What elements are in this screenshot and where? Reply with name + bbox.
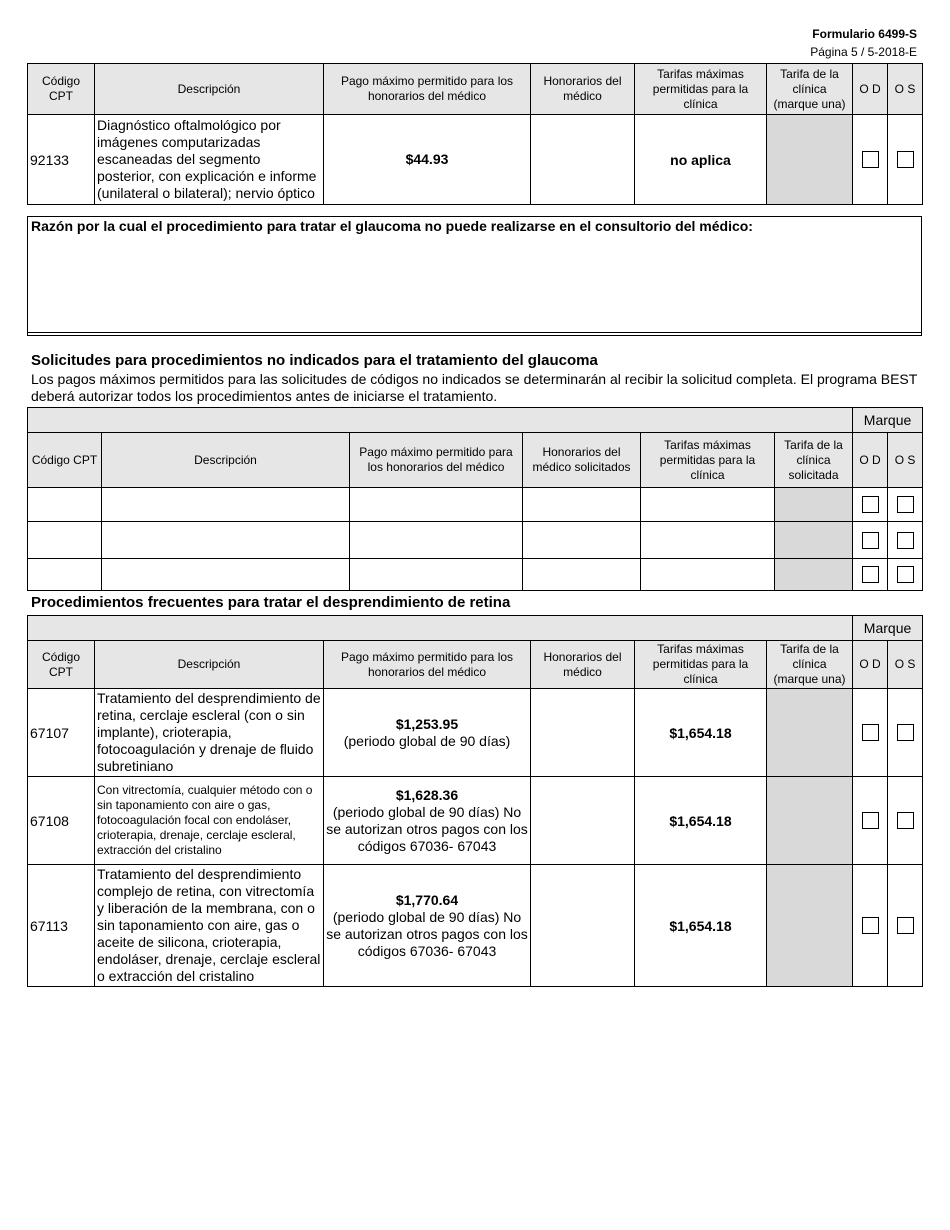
col-header-description: Descripción — [95, 641, 324, 689]
od-checkbox[interactable] — [862, 917, 879, 934]
description-field[interactable] — [102, 559, 350, 591]
clinic-rate-field — [767, 865, 853, 987]
payment-note: (periodo global de 90 días) No se autorizan otros pagos con los códigos 67036- 67043 — [326, 908, 528, 959]
physician-fees-field[interactable] — [523, 522, 641, 559]
marque-label: Marque — [853, 616, 923, 641]
physician-fees-field[interactable] — [523, 488, 641, 522]
payment-amount: $1,628.36 — [395, 786, 459, 803]
col-header-max-payment: Pago máximo permitido para los honorarios del médico — [324, 64, 531, 115]
table-row — [28, 522, 923, 559]
col-header-code: Código CPT — [28, 433, 102, 488]
reason-label: Razón por la cual el procedimiento para tratar el glaucoma no puede realizarse en el consultorio del médico: — [31, 218, 753, 234]
col-header-code: Código CPT — [28, 641, 95, 689]
table-row — [28, 689, 923, 777]
max-clinic-rate: $1,654.18 — [635, 689, 767, 777]
clinic-rate-field — [775, 559, 853, 591]
col-header-od: O D — [853, 641, 888, 689]
cpt-code-field[interactable] — [28, 559, 102, 591]
payment-note: (periodo global de 90 días) No se autorizan otros pagos con los códigos 67036- 67043 — [326, 803, 528, 854]
physician-fees-field[interactable] — [531, 689, 635, 777]
os-cell — [888, 689, 923, 777]
max-clinic-rate: $1,654.18 — [635, 777, 767, 865]
od-checkbox[interactable] — [862, 532, 879, 549]
od-cell — [853, 522, 888, 559]
marque-spacer — [28, 408, 853, 433]
max-clinic-rate: $1,654.18 — [635, 865, 767, 987]
description-field[interactable] — [102, 522, 350, 559]
page-label: Página 5 / 5-2018-E — [810, 45, 917, 59]
procedure-description: Diagnóstico oftalmológico por imágenes computarizadas escaneadas del segmento posterior, con explicación e informe (unilateral o bilateral); nervio óptico — [95, 115, 324, 205]
table-row — [28, 115, 923, 205]
max-clinic-rates-field[interactable] — [641, 488, 775, 522]
clinic-rate-field — [767, 777, 853, 865]
os-cell — [888, 488, 923, 522]
od-cell — [853, 689, 888, 777]
max-payment-field[interactable] — [350, 522, 523, 559]
os-checkbox[interactable] — [897, 496, 914, 513]
clinic-rate-field — [767, 689, 853, 777]
physician-fees-field[interactable] — [531, 865, 635, 987]
max-payment — [324, 115, 531, 205]
col-header-physician-fees: Honorarios del médico — [531, 64, 635, 115]
col-header-max-clinic-rates: Tarifas máximas permitidas para la clínica — [635, 64, 767, 115]
retina-procedures-table — [27, 615, 923, 987]
col-header-os: O S — [888, 433, 923, 488]
od-cell — [853, 488, 888, 522]
cpt-code: 67108 — [28, 777, 95, 865]
table-row — [28, 488, 923, 522]
procedure-description: Con vitrectomía, cualquier método con o sin taponamiento con aire o gas, fotocoagulación focal con endoláser, crioterapia, drenaje, cerclaje escleral, extracción del cristalino — [95, 777, 324, 865]
col-header-clinic-rate: Tarifa de la clínica solicitada — [775, 433, 853, 488]
max-clinic-rates-field[interactable] — [641, 559, 775, 591]
od-checkbox[interactable] — [862, 812, 879, 829]
os-cell — [888, 559, 923, 591]
cpt-code: 67113 — [28, 865, 95, 987]
max-clinic-rates-field[interactable] — [641, 522, 775, 559]
max-payment — [324, 777, 531, 865]
col-header-max-clinic-rates: Tarifas máximas permitidas para la clínica — [635, 641, 767, 689]
col-header-max-payment: Pago máximo permitido para los honorarios del médico — [350, 433, 523, 488]
max-payment-field[interactable] — [350, 559, 523, 591]
table-row — [28, 559, 923, 591]
retina-section-title: Procedimientos frecuentes para tratar el desprendimiento de retina — [31, 594, 511, 611]
os-cell — [888, 865, 923, 987]
col-header-clinic-rate: Tarifa de la clínica (marque una) — [767, 641, 853, 689]
od-cell — [853, 115, 888, 205]
col-header-description: Descripción — [102, 433, 350, 488]
od-cell — [853, 865, 888, 987]
col-header-code: Código CPT — [28, 64, 95, 115]
payment-note: (periodo global de 90 días) — [343, 732, 511, 749]
od-checkbox[interactable] — [862, 496, 879, 513]
marque-label: Marque — [853, 408, 923, 433]
od-cell — [853, 559, 888, 591]
col-header-max-clinic-rates: Tarifas máximas permitidas para la clínica — [641, 433, 775, 488]
glaucoma-procedures-table — [27, 63, 923, 205]
non-indicated-table — [27, 407, 923, 591]
os-checkbox[interactable] — [897, 812, 914, 829]
physician-fees-field[interactable] — [523, 559, 641, 591]
col-header-clinic-rate: Tarifa de la clínica (marque una) — [767, 64, 853, 115]
reason-textarea[interactable] — [27, 216, 922, 336]
payment-amount: $44.93 — [405, 151, 449, 167]
col-header-od: O D — [853, 433, 888, 488]
os-checkbox[interactable] — [897, 566, 914, 583]
form-number: Formulario 6499-S — [812, 27, 917, 41]
description-field[interactable] — [102, 488, 350, 522]
procedure-description: Tratamiento del desprendimiento de retina, cerclaje escleral (con o sin implante), crioterapia, fotocoagulación y drenaje de fluido subretiniano — [95, 689, 324, 777]
clinic-rate-field — [775, 522, 853, 559]
os-cell — [888, 522, 923, 559]
cpt-code-field[interactable] — [28, 488, 102, 522]
cpt-code: 92133 — [28, 115, 95, 205]
cpt-code: 67107 — [28, 689, 95, 777]
clinic-rate-field — [767, 115, 853, 205]
table-row — [28, 777, 923, 865]
clinic-rate-field — [775, 488, 853, 522]
max-payment-field[interactable] — [350, 488, 523, 522]
os-checkbox[interactable] — [897, 151, 914, 168]
col-header-od: O D — [853, 64, 888, 115]
col-header-description: Descripción — [95, 64, 324, 115]
od-checkbox[interactable] — [862, 151, 879, 168]
os-cell — [888, 115, 923, 205]
marque-spacer — [28, 616, 853, 641]
od-cell — [853, 777, 888, 865]
procedure-description: Tratamiento del desprendimiento complejo de retina, con vitrectomía y liberación de la membrana, con o sin taponamiento con aire, gas o aceite de silicona, crioterapia, endoláser, drenaje, cerclaje escleral o extracción del cristalino — [95, 865, 324, 987]
col-header-physician-fees: Honorarios del médico solicitados — [523, 433, 641, 488]
max-clinic-rate: no aplica — [635, 115, 767, 205]
col-header-physician-fees: Honorarios del médico — [531, 641, 635, 689]
physician-fees-field[interactable] — [531, 777, 635, 865]
cpt-code-field[interactable] — [28, 522, 102, 559]
non-indicated-section-text: Los pagos máximos permitidos para las solicitudes de códigos no indicados se determinarán al recibir la solicitud completa. El programa BEST deberá autorizar todos los procedimientos antes de iniciarse el tratamiento. — [31, 371, 918, 404]
os-checkbox[interactable] — [897, 532, 914, 549]
os-cell — [888, 777, 923, 865]
non-indicated-section-title: Solicitudes para procedimientos no indicados para el tratamiento del glaucoma — [31, 352, 598, 369]
table-row — [28, 865, 923, 987]
col-header-os: O S — [888, 641, 923, 689]
od-checkbox[interactable] — [862, 566, 879, 583]
os-checkbox[interactable] — [897, 917, 914, 934]
col-header-os: O S — [888, 64, 923, 115]
os-checkbox[interactable] — [897, 724, 914, 741]
col-header-max-payment: Pago máximo permitido para los honorarios del médico — [324, 641, 531, 689]
payment-amount: $1,770.64 — [395, 891, 459, 908]
max-payment — [324, 865, 531, 987]
max-payment — [324, 689, 531, 777]
od-checkbox[interactable] — [862, 724, 879, 741]
physician-fees-field[interactable] — [531, 115, 635, 205]
payment-amount: $1,253.95 — [395, 715, 459, 732]
